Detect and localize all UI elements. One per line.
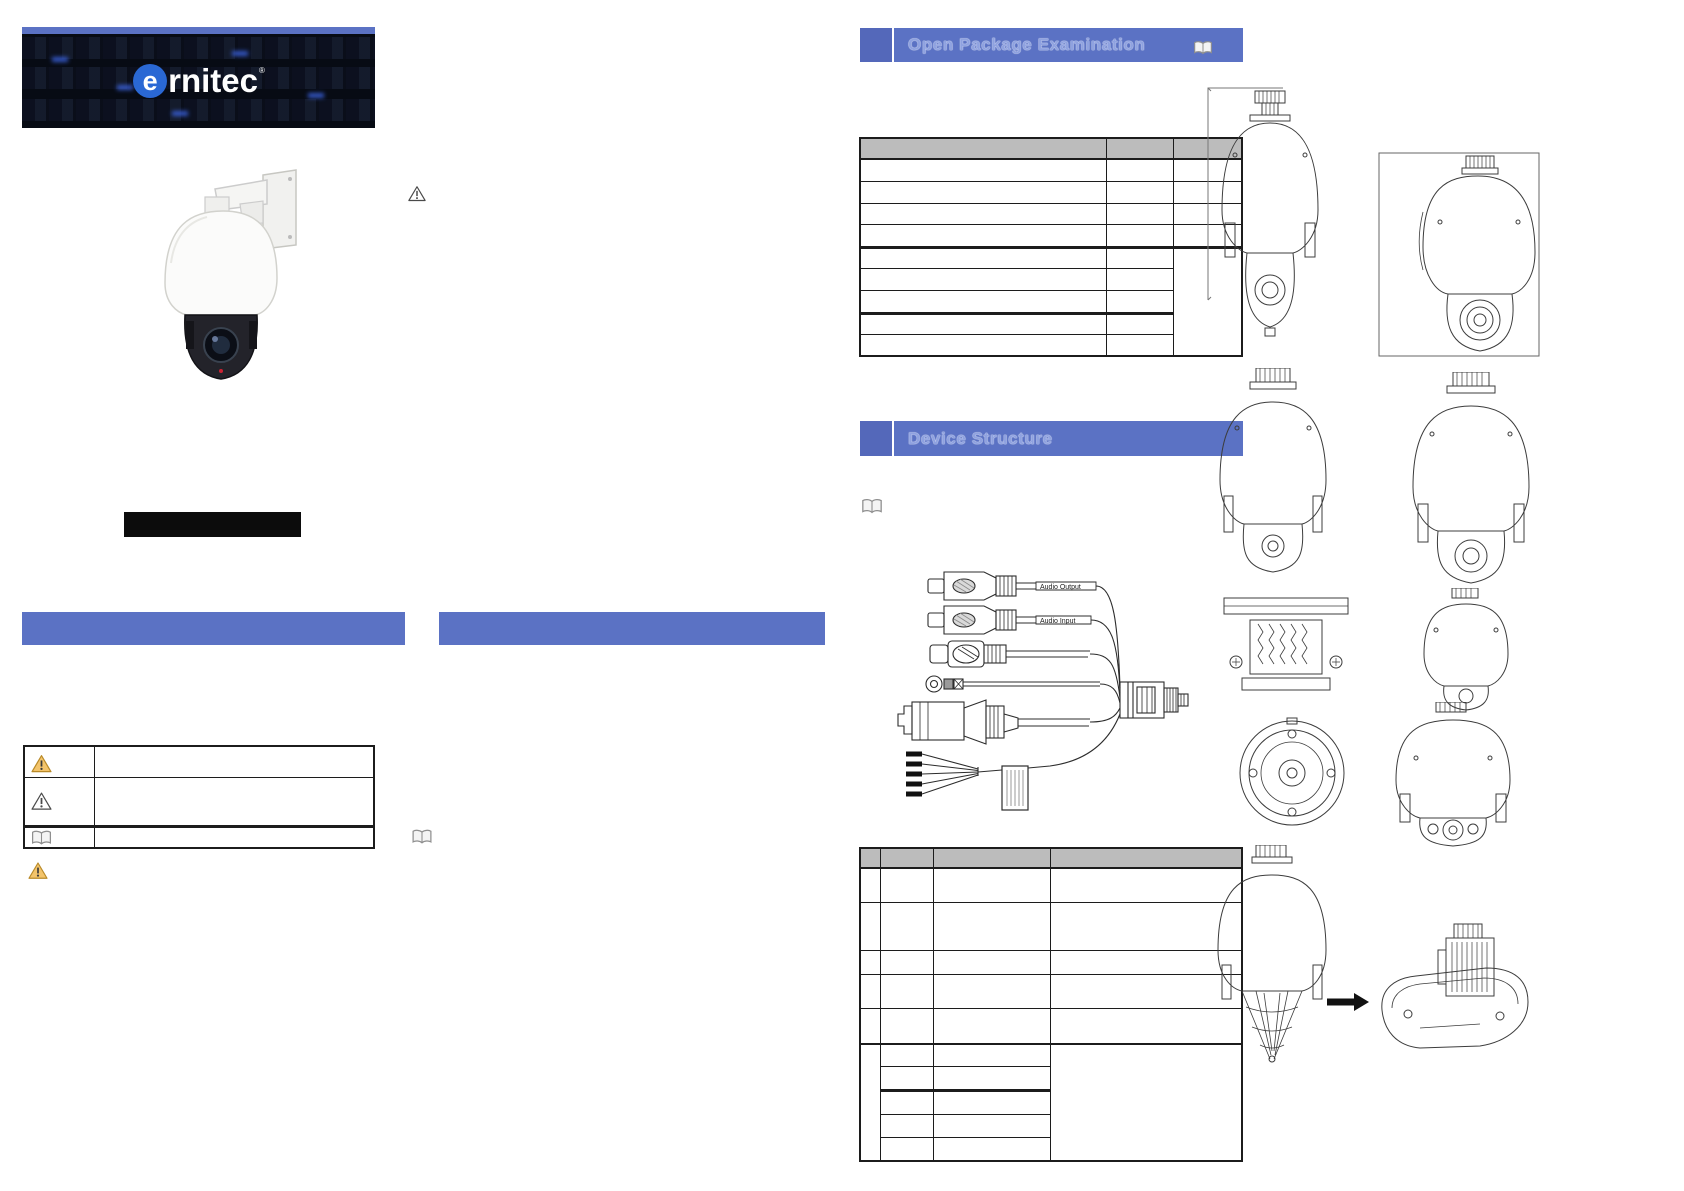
header-accent-square: [860, 421, 894, 456]
model-name-bar: [124, 512, 301, 537]
open-package-header: [860, 28, 1243, 62]
ptz-camera-product-photo: [145, 163, 305, 393]
note-book-icon: [1193, 40, 1213, 56]
drawing-base-top-view: [1238, 716, 1346, 831]
warning-filled-icon: [31, 754, 52, 773]
logo-e-mark: e: [133, 64, 167, 98]
note-book-icon: [861, 498, 883, 515]
drawing-dome-camera-front-alt: [1405, 372, 1537, 584]
note-book-icon: [411, 829, 433, 845]
device-structure-header: [860, 421, 1243, 456]
drawing-dome-ir-front: [1388, 702, 1518, 848]
brand-banner: [22, 27, 375, 128]
drawing-small-dome: [1418, 588, 1514, 712]
wire-label-tag-text: [1007, 770, 1023, 806]
open-package-title: Open Package Examination: [908, 35, 1146, 54]
caution-outline-icon: [408, 185, 426, 202]
packing-list-table: [859, 137, 1243, 357]
drawing-exploded-base-connector: [1368, 918, 1540, 1066]
trunk-connector: [1120, 682, 1188, 718]
table-header-row: [859, 847, 1243, 867]
ernitec-logo: [22, 34, 375, 128]
header-accent-square: [860, 28, 894, 62]
note-book-icon: [30, 830, 53, 846]
drawing-dome-wireframe-cone: [1212, 845, 1332, 1063]
logo-trademark: ®: [258, 65, 265, 75]
column2-section-bar: [439, 612, 825, 645]
drawing-front-view-dimensions: [1205, 85, 1350, 355]
drawing-dome-camera-front: [1212, 368, 1334, 573]
cable-harness-diagram: [890, 556, 1190, 816]
caution-outline-icon: [31, 791, 52, 811]
arrow-right-icon: [1327, 993, 1369, 1011]
symbol-legend-table: [23, 745, 375, 849]
table-header-row: [859, 137, 1243, 158]
banner-top-strip: [22, 27, 375, 34]
left-section-bar: [22, 612, 405, 645]
drawing-mount-bracket-clips: [1222, 592, 1350, 702]
alarm-pigtail-wires: [906, 752, 1002, 797]
camera-dome-housing: [165, 211, 277, 315]
drawing-side-view-frame: [1378, 152, 1540, 357]
warning-filled-icon: [28, 861, 48, 880]
device-structure-title: Device Structure: [908, 428, 1053, 448]
audio-output-label: Audio Output: [1040, 584, 1081, 591]
cable-description-table: [859, 847, 1243, 1162]
ethernet-connector: [898, 700, 1090, 744]
ground-lug: [926, 676, 1100, 692]
power-connector: [930, 641, 1090, 667]
status-led: [219, 369, 223, 373]
audio-input-label: Audio Input: [1040, 618, 1076, 625]
logo-wordmark: rnitec: [168, 62, 258, 99]
